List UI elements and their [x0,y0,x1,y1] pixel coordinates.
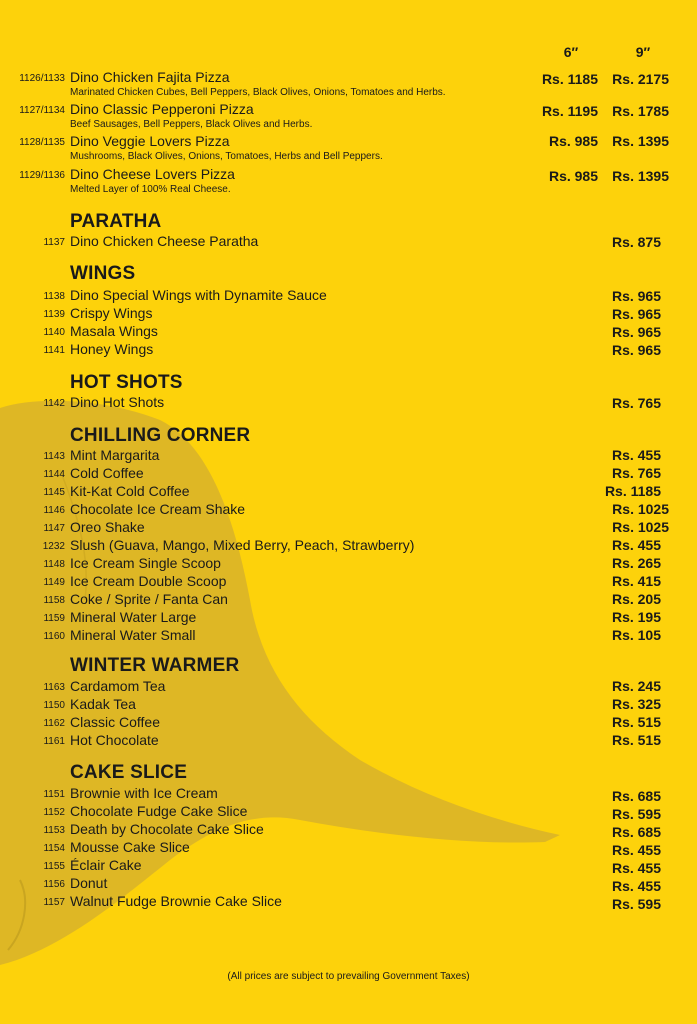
item-name: Slush (Guava, Mango, Mixed Berry, Peach, Strawberry) [70,537,415,553]
item-code: 1161 [43,736,65,747]
section-heading-chilling-corner: CHILLING CORNER [70,425,251,446]
menu-item [0,483,697,501]
item-name: Brownie with Ice Cream [70,785,218,801]
item-description: Melted Layer of 100% Real Cheese. [70,184,231,195]
menu-item [0,821,697,839]
item-code: 1148 [43,559,65,570]
menu-item [0,341,697,359]
item-code: 1158 [43,595,65,606]
item-price: Rs. 455 [611,878,661,894]
item-price: Rs. 965 [611,288,661,304]
menu-item [0,323,697,341]
item-price: Rs. 325 [611,696,661,712]
item-name: Chocolate Fudge Cake Slice [70,803,248,819]
item-name: Crispy Wings [70,305,153,321]
item-code: 1138 [43,291,65,302]
menu-item [0,627,697,645]
item-name: Chocolate Ice Cream Shake [70,501,246,517]
menu-item [0,609,697,627]
item-code: 1155 [43,861,65,872]
menu-item [0,394,697,412]
item-code: 1141 [43,345,65,356]
size-9-inch-header: 9″ [635,44,651,60]
item-price: Rs. 245 [611,678,661,694]
item-name: Dino Chicken Cheese Paratha [70,233,259,249]
price-9-inch: Rs. 1395 [612,168,669,184]
item-price: Rs. 515 [611,714,661,730]
menu-item [0,696,697,714]
item-name: Walnut Fudge Brownie Cake Slice [70,893,282,909]
item-code: 1147 [43,523,65,534]
item-price: Rs. 1025 [612,501,669,517]
price-6-inch: Rs. 1185 [541,71,598,87]
menu-item [0,519,697,537]
item-name: Donut [70,875,108,891]
item-code: 1159 [43,613,65,624]
section-heading-hot-shots: HOT SHOTS [70,372,183,393]
item-price: Rs. 875 [611,234,661,250]
item-price: Rs. 455 [611,860,661,876]
menu-item [0,305,697,323]
item-code: 1145 [43,487,65,498]
section-heading-wings: WINGS [70,263,136,284]
price-9-inch: Rs. 1785 [612,103,669,119]
item-name: Mineral Water Large [70,609,197,625]
tax-disclaimer: (All prices are subject to prevailing Government Taxes) [227,971,470,982]
item-code: 1129/1136 [19,170,65,181]
item-description: Marinated Chicken Cubes, Bell Peppers, Black Olives, Onions, Tomatoes and Herbs. [70,87,446,98]
item-name: Mineral Water Small [70,627,196,643]
item-name: Cardamom Tea [70,678,166,694]
item-name: Classic Coffee [70,714,161,730]
item-code: 1163 [43,682,65,693]
item-name: Cold Coffee [70,465,144,481]
item-code: 1126/1133 [19,73,65,84]
item-name: Dino Cheese Lovers Pizza [70,166,235,182]
item-price: Rs. 515 [611,732,661,748]
item-code: 1232 [42,541,65,552]
item-code: 1162 [43,718,65,729]
item-price: Rs. 455 [611,447,661,463]
item-price: Rs. 1185 [604,483,661,499]
menu-item [0,732,697,750]
item-price: Rs. 1025 [612,519,669,535]
item-price: Rs. 265 [611,555,661,571]
item-name: Éclair Cake [70,857,142,873]
item-price: Rs. 765 [611,395,661,411]
item-code: 1143 [43,451,65,462]
item-name: Dino Special Wings with Dynamite Sauce [70,287,327,303]
item-code: 1160 [43,631,65,642]
item-name: Hot Chocolate [70,732,159,748]
item-name: Mousse Cake Slice [70,839,190,855]
item-code: 1142 [43,398,65,409]
item-description: Mushrooms, Black Olives, Onions, Tomatoes, Herbs and Bell Peppers. [70,151,383,162]
item-price: Rs. 105 [611,627,661,643]
item-price: Rs. 685 [611,824,661,840]
section-heading-paratha: PARATHA [70,211,162,232]
item-name: Kadak Tea [70,696,136,712]
item-code: 1140 [43,327,65,338]
item-code: 1150 [43,700,65,711]
item-price: Rs. 965 [611,324,661,340]
item-code: 1127/1134 [19,105,65,116]
item-code: 1151 [43,789,65,800]
menu-item [0,465,697,483]
menu-item [0,555,697,573]
price-6-inch: Rs. 985 [548,133,598,149]
item-name: Ice Cream Double Scoop [70,573,227,589]
item-name: Honey Wings [70,341,154,357]
item-code: 1149 [43,577,65,588]
item-name: Masala Wings [70,323,158,339]
menu-item [0,714,697,732]
price-9-inch: Rs. 2175 [612,71,669,87]
item-name: Kit-Kat Cold Coffee [70,483,190,499]
item-name: Coke / Sprite / Fanta Can [70,591,228,607]
item-price: Rs. 415 [611,573,661,589]
price-6-inch: Rs. 985 [548,168,598,184]
item-price: Rs. 455 [611,537,661,553]
menu-item [0,447,697,465]
item-code: 1154 [43,843,65,854]
item-price: Rs. 595 [611,896,661,912]
menu-item [0,287,697,305]
menu-item [0,233,697,251]
item-price: Rs. 455 [611,842,661,858]
item-code: 1137 [43,237,65,248]
item-price: Rs. 685 [611,788,661,804]
item-code: 1139 [43,309,65,320]
item-name: Dino Classic Pepperoni Pizza [70,101,254,117]
item-code: 1153 [43,825,65,836]
item-name: Dino Veggie Lovers Pizza [70,133,230,149]
menu-item [0,803,697,821]
menu-item [0,839,697,857]
menu-item [0,501,697,519]
item-name: Oreo Shake [70,519,145,535]
item-name: Mint Margarita [70,447,160,463]
menu-item [0,875,697,893]
price-9-inch: Rs. 1395 [612,133,669,149]
item-code: 1152 [43,807,65,818]
section-heading-winter-warmer: WINTER WARMER [70,655,240,676]
menu-item [0,573,697,591]
item-price: Rs. 965 [611,306,661,322]
item-description: Beef Sausages, Bell Peppers, Black Olives and Herbs. [70,119,313,130]
menu-item [0,893,697,911]
item-code: 1156 [43,879,65,890]
item-price: Rs. 195 [611,609,661,625]
item-price: Rs. 965 [611,342,661,358]
menu-item [0,591,697,609]
size-6-inch-header: 6″ [563,44,579,60]
item-name: Dino Hot Shots [70,394,165,410]
item-name: Death by Chocolate Cake Slice [70,821,264,837]
section-heading-cake-slice: CAKE SLICE [70,762,188,783]
menu-item [0,537,697,555]
menu-item [0,678,697,696]
item-code: 1146 [43,505,65,516]
item-code: 1128/1135 [19,137,65,148]
item-price: Rs. 765 [611,465,661,481]
menu-item [0,785,697,803]
item-code: 1144 [43,469,65,480]
item-code: 1157 [43,897,65,908]
price-6-inch: Rs. 1195 [541,103,598,119]
item-price: Rs. 595 [611,806,661,822]
item-name: Ice Cream Single Scoop [70,555,221,571]
menu-item [0,857,697,875]
item-price: Rs. 205 [611,591,661,607]
item-name: Dino Chicken Fajita Pizza [70,69,230,85]
